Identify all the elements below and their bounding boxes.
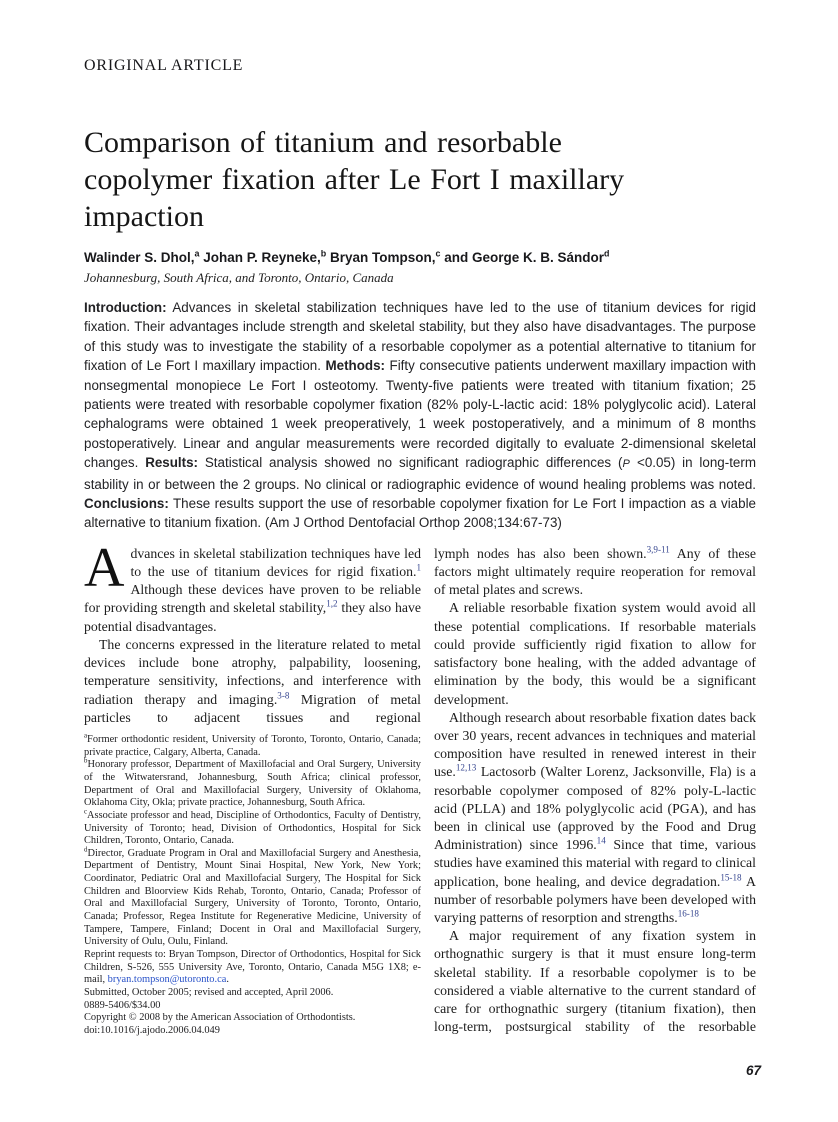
footnotes [84,734,421,1038]
left-column [84,536,422,1038]
footnote: $^a$Former orthodontic resident, University of Toronto, Toronto, Ontario, Canada; private practice, Calgary, Alberta, Canada. [84,732,421,758]
body-paragraph: The concerns expressed in the literature related to metal devices include bone atrophy, palpability, loosening, temperature sensitivity, infections, and interference with radiation therapy and imaging.$^{3-8}$ Migration of metal particles to adjacent tissues and regional [84,636,422,725]
affiliation-line: Johannesburg, South Africa, and Toronto, Ontario, Canada [84,270,394,285]
body-paragraph: Although research about resorbable fixation dates back over 30 years, recent advances in techniques and material composition have resulted in renewed interest in their use.$^{12,13}$ Lactosorb (Walter Lorenz, Jacksonville, Fla) is a resorbable copolymer composed of 82% poly-L-lactic acid (PLLA) and 18% polyglycolic acid (PGA), and has been in clinical use (approved by the Food and Drug Administration) since 1996.14 Since that time, various studies have examined this material with regard to clinical application, bone healing, and device degradation.$^{15-18}$ A number of resorbable polymers have been developed with varying patterns of resorption and strengths.$^{16-18}$ [434,709,756,925]
bold-label: Results: [145,455,199,471]
footnote: $^c$Associate professor and head, Discipline of Orthodontics, Faculty of Dentistry, University of Toronto; head, Division of Orthodontics, Hospital for Sick Children, Toronto, Ontario, Canada. [84,808,421,847]
bold-label: Conclusions: [84,496,169,512]
body-paragraph: A major requirement of any fixation system in orthognathic surgery is that it must ensure long-term skeletal stability. If a resorbable copolymer is to be considered a viable alternative to the current standard of care for orthognathic surgery (titanium fixation), then long-term, postsurgical stability of the resorbable [434,928,756,1035]
footnote-marker: d [604,248,610,259]
footnote: $^d$Director, Graduate Program in Oral and Maxillofacial Surgery and Anesthesia, Department of Dentistry, Mount Sinai Hospital, New York, New York; Coordinator, Pediatric Oral and Maxillofacial Surgery, The Hospital for Sick Children and Bloorview Kids Rehab, Toronto, Ontario, Canada; Professor of Oral and Maxillofacial Surgery, University of Toronto, Toronto, Ontario, Canada; Professor, Regea Institute for Regenerative Medicine, University of Tampere, Tampere, Finland; Docent in Oral and Maxillofacial Surgery, University of Oulu, Oulu, Finland. [84,846,421,948]
footnote-marker: a [194,248,200,259]
page-number: 67 [745,1063,761,1078]
citation-superscript[interactable]: 3-8 [277,689,290,700]
citation-superscript[interactable]: 3,9-11 [646,544,670,555]
author-line: Walinder S. Dhol,$^a$ Johan P. Reyneke,$^b$ Bryan Tompson,$^c$ and George K. B. Sándor$^d$ [84,248,610,265]
footnote-marker: c [84,808,88,816]
footnote-marker: c [435,248,441,259]
footnote-marker: a [84,732,88,740]
citation-superscript[interactable]: 14 [596,835,606,846]
p-value-symbol: P [622,458,631,471]
body-paragraph: A reliable resorbable fixation system would avoid all these potential complications. If resorbable materials could provide sufficiently rigid fixation to allow for satisfactory bone healing, with the added advantage of elimination by the body, this would be a significant development. [434,600,756,707]
body-columns [84,536,756,1038]
right-column [434,545,756,1038]
article-title: Comparison of titanium and resorbable copolymer fixation after Le Fort I maxillary impaction [84,126,625,233]
footnote-doi: doi:10.1016/j.ajodo.2006.04.049 [84,1025,220,1036]
bold-label: Methods: [325,358,385,374]
section-label: ORIGINAL ARTICLE [84,57,244,74]
footnote-marker: d [84,846,88,854]
footnote-marker: b [320,248,327,259]
citation-superscript[interactable]: 15-18 [720,871,742,882]
body-paragraph: lymph nodes has also been shown.$^{3,9-11}$ Any of these factors might ultimately require reoperation for removal of metal plates and screws. [434,544,756,598]
drop-cap: A [84,536,125,599]
footnote-submission-history: Submitted, October 2005; revised and accepted, April 2006. [84,987,334,999]
citation-superscript[interactable]: 1,2 [326,598,338,609]
abstract: Introduction: Advances in skeletal stabilization techniques have led to the use of titanium devices for rigid fixation. Their advantages include strength and skeletal stability, but they also have disadvantages. The purpose of this study was to investigate the stability of a resorbable copolymer as a potential alternative to titanium for fixation of Le Fort I maxillary impaction. Methods: Fifty consecutive patients underwent maxillary impaction with nonsegmental monopiece Le Fort I osteotomy. Twenty-five patients were treated with titanium fixation; 25 patients were treated with resorbable copolymer fixation (82% poly-L-lactic acid: 18% polyglycolic acid). Lateral cephalograms were obtained 1 week preoperatively, 1 week postoperatively, and a minimum of 8 months postoperatively. Linear and angular measurements were recorded digitally to evaluate 2-dimensional skeletal changes. Results: Statistical analysis showed no significant radiographic differences (P <0.05) in long-term stability in or between the 2 groups. No clinical or radiographic evidence of wound healing problems was noted. Conclusions: These results support the use of resorbable copolymer fixation for Le Fort I impaction as a viable alternative to titanium fixation. (Am J Orthod Dentofacial Orthop 2008;134:67-73) [84,300,756,531]
body-paragraph [84,536,421,636]
footnote: $^b$Honorary professor, Department of Maxillofacial and Oral Surgery, University of the Witwatersrand, Johannesburg, South Africa; clinical professor, Department of Oral and Maxillofacial Surgery, University of Oklahoma, Oklahoma City, Okla; private practice, Johannesburg, South Africa. [84,757,421,809]
bold-label: Introduction: [84,300,167,315]
email-link[interactable]: bryan.tompson@utoronto.ca [107,974,227,986]
footnote-marker: b [84,757,88,765]
paragraph-text: dvances in skeletal stabilization techniques have led to the use of titanium devices for rigid fixation.$^1$ Although these devices have proven to be reliable for providing strength and skeletal stability,$^{1,2}$ they also have potential disadvantages. [84,545,421,634]
citation-superscript[interactable]: 12,13 [455,762,477,773]
citation-superscript[interactable]: 16-18 [677,908,699,919]
footnote-copyright: Copyright © 2008 by the American Association of Orthodontists. [84,1012,356,1024]
footnote-reprint-requests: Reprint requests to: Bryan Tompson, Director of Orthodontics, Hospital for Sick Children, S-526, 555 University Ave, Toronto, Ontario, Canada M5G 1X8; e-mail, bryan.tompson@utoronto.ca. [84,949,421,986]
citation-superscript[interactable]: 1 [416,562,421,573]
footnote-issn-price: 0889-5406/$34.00 [84,999,161,1011]
